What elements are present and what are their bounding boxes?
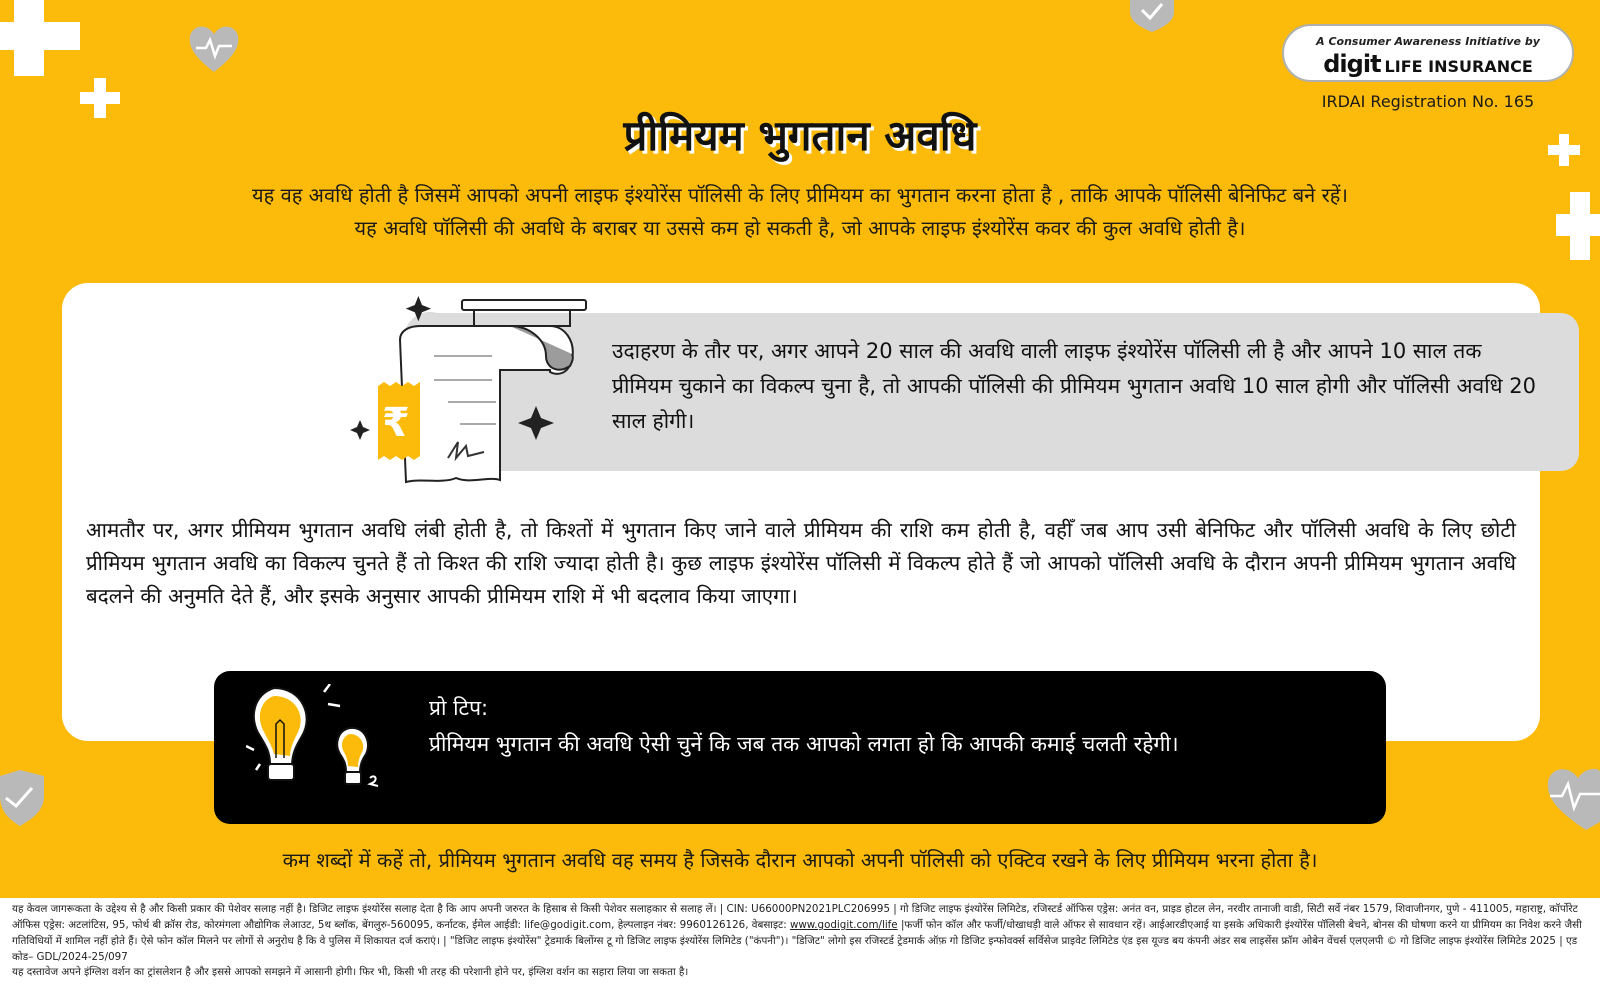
brand-badge bbox=[1282, 24, 1574, 82]
example-text: उदाहरण के तौर पर, अगर आपने 20 साल की अवधि वाली लाइफ इंश्योरेंस पॉलिसी ली है और आपने 10 साल तक प्रीमियम चुकाने का विकल्प चुना है, तो आपकी पॉलिसी की प्रीमियम भुगतान अवधि 10 साल होगी और पॉलिसी अवधि 20 साल होगी। bbox=[612, 339, 1536, 433]
page-title: प्रीमियम भुगतान अवधि bbox=[623, 111, 977, 160]
receipt-illustration bbox=[350, 296, 590, 492]
intro-line: यह वह अवधि होती है जिसमें आपको अपनी लाइफ इंश्योरेंस पॉलिसी के लिए प्रीमियम का भुगतान करना होता है , ताकि आपके पॉलिसी बेनिफिट बने रहें। bbox=[252, 183, 1348, 207]
tip-text: प्रीमियम भुगतान की अवधि ऐसी चुनें कि जब तक आपको लगता हो कि आपकी कमाई चलती रहेगी। bbox=[429, 732, 1179, 756]
tip-label: प्रो टिप: bbox=[429, 696, 489, 720]
heart-pulse-icon bbox=[186, 22, 242, 74]
footer-disclaimer-text-2: |फर्जी फोन कॉल और फर्जी/धोखाधड़ी वाले ऑफर से सावधान रहें। आईआरडीएआई या इसके अधिकारी इंश्योरेंस पॉलिसी बेचने, बोनस की घोषणा करने या प्रीमियम का निवेश करने जैसी गतिविधियों में शामिल नहीं होते हैं। ऐसे फोन कॉल मिलने पर लोगों से अनुरोध है कि वे पुलिस में शिकायत दर्ज कराएं। | "डिजिट लाइफ इंश्योरेंस" ट्रेडमार्क बिलोंग्स टू गो डिजिट लाइफ इंश्योरेंस लिमिटेड ("कंपनी")। "डिजिट" लोगो इस रजिस्टर्ड ट्रेडमार्क ऑफ़ गो डिजिट इन्फोवर्क्स सर्विसेज प्राइवेट लिमिटेड एंड इस यूज्ड बय कंपनी अंडर सब लाइसेंस फ्रॉम ओबेन वेंचर्स एलएलपी © गो डिजिट लाइफ इंश्योरेंस लिमिटेड 2025 | एड कोड– GDL/2024-25/097 bbox=[12, 919, 1582, 963]
lightbulb-icon bbox=[246, 684, 386, 816]
intro-line: यह अवधि पॉलिसी की अवधि के बराबर या उससे कम हो सकती है, जो आपके लाइफ इंश्योरेंस कवर की कुल अवधि होती है। bbox=[354, 216, 1246, 240]
rupee-symbol: ₹ bbox=[382, 400, 410, 446]
brand-logo-text: digit bbox=[1323, 50, 1381, 78]
irdai-registration: IRDAI Registration No. 165 bbox=[1321, 92, 1535, 111]
brand-tagline: A Consumer Awareness Initiative by bbox=[1316, 35, 1540, 48]
shield-check-icon bbox=[1130, 0, 1174, 32]
footer-note: यह दस्तावेज अपने इंग्लिश वर्शन का ट्रांसलेशन है और इससे आपको समझने में आसानी होगी। फिर भी, किसी भी तरह की परेशानी होने पर, इंग्लिश वर्शन का सहारा लिया जा सकता है। bbox=[12, 966, 689, 978]
footer-disclaimer-text: यह केवल जागरूकता के उद्देश्य से है और किसी प्रकार की पेशेवर सलाह नहीं है। डिजिट लाइफ इंश्योरेंस सलाह देता है कि आप अपनी जरुरत के हिसाब से किसी पेशेवर सलाहकार से सलाह लें। | CIN: U66000PN2021PLC206995 | गो डिजिट लाइफ इंश्योरेंस लिमिटेड, रजिस्टर्ड ऑफिस एड्रेस: अनंत वन, प्राइड होटल लेन, नरवीर तानाजी वाडी, सिटी सर्वे नंबर 1579, शिवाजीनगर, पुणे - 411005, महाराष्ट्र, कॉर्पोरेट ऑफिस एड्रेस: अटलांटिस, 95, फोर्थ बी क्रॉस रोड, कोरमंगला औद्योगिक लेआउट, 5थ ब्लॉक, बेंगलुरु-560095, कर्नाटक, ईमेल आईडी: life@godigit.com, हेल्पलाइन नंबर: 9960126126, वेबसाइट: bbox=[12, 903, 1578, 931]
heart-pulse-icon bbox=[1546, 762, 1600, 832]
footer-website-link[interactable]: www.godigit.com/life bbox=[789, 919, 898, 931]
body-text: आमतौर पर, अगर प्रीमियम भुगतान अवधि लंबी होती है, तो किश्तों में भुगतान किए जाने वाले प्रीमियम की राशि कम होती है, वहीँ जब आप उसी बेनिफिट और पॉलिसी अवधि के लिए छोटी प्रीमियम भुगतान अवधि का विकल्प चुनते हैं तो किश्त की राशि ज्यादा होती है। कुछ लाइफ इंश्योरेंस पॉलिसी में विकल्प होते हैं जो आपको पॉलिसी अवधि के दौरान अपनी प्रीमियम भुगतान अवधि बदलने की अनुमति देते हैं, और इसके अनुसार आपकी प्रीमियम राशि में भी बदलाव किया जाएगा। bbox=[86, 518, 1516, 608]
plus-icon bbox=[1556, 192, 1600, 260]
brand-product: LIFE INSURANCE bbox=[1384, 57, 1533, 76]
summary-text: कम शब्दों में कहें तो, प्रीमियम भुगतान अवधि वह समय है जिसके दौरान आपको अपनी पॉलिसी को एक्टिव रखने के लिए प्रीमियम भरना होता है। bbox=[282, 848, 1318, 872]
footer-disclaimer bbox=[12, 901, 1592, 965]
plus-icon bbox=[0, 0, 82, 76]
shield-check-icon bbox=[0, 770, 46, 826]
brand-logo bbox=[1284, 50, 1572, 78]
